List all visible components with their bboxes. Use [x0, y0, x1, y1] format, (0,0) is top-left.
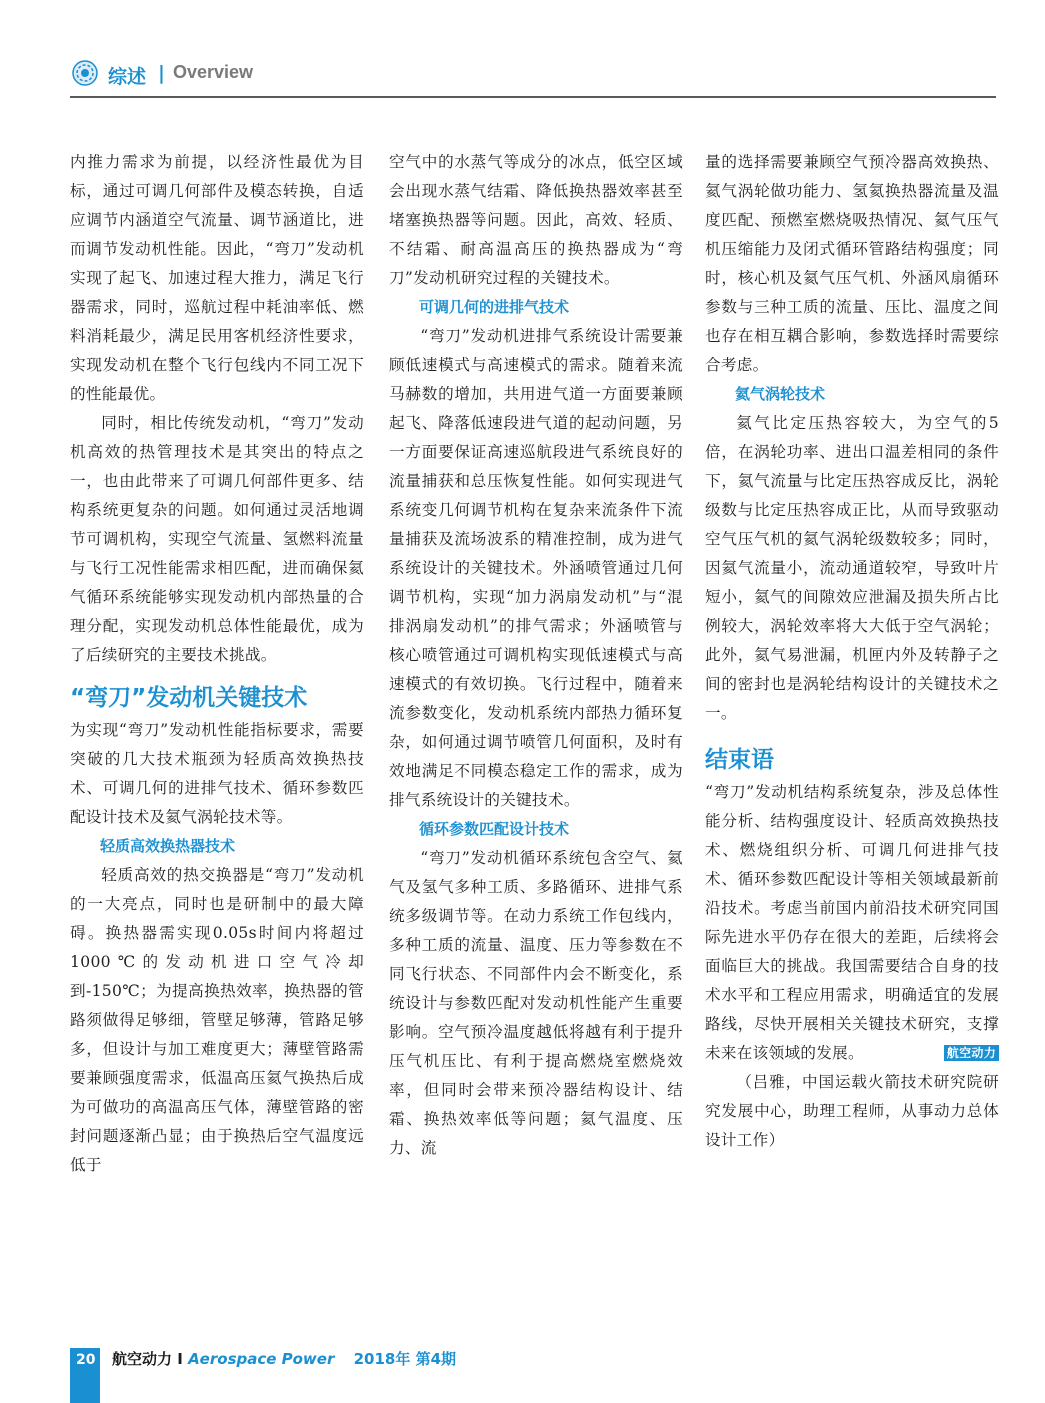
subsection-heading: 氦气涡轮技术 [735, 385, 826, 403]
column-2 [389, 148, 683, 1163]
paragraph-text: “弯刀”发动机结构系统复杂，涉及总体性能分析、结构强度设计、轻质高效换热技术、燃烧组织分析、可调几何进排气技术、循环参数匹配设计等相关领域最新前沿技术。考虑当前国内前沿技术研究同国际先进水平仍存在很大的差距，后续将会面临巨大的挑战。我国需要结合自身的技术水平和工程应用需求，明确适宜的发展路线，尽快开展相关关键技术研究，支撑未来在该领域的发展。 [705, 783, 999, 1062]
paragraph: 量的选择需要兼顾空气预冷器高效换热、氦气涡轮做功能力、氢氦换热器流量及温度匹配、预燃室燃烧吸热情况、氦气压气机压缩能力及闭式循环管路结构强度；同时，核心机及氦气压气机、外涵风扇循环参数与三种工质的流量、压比、温度之间也存在相互耦合影响，参数选择时需要综合考虑。 [705, 153, 999, 374]
column-1 [70, 148, 364, 1180]
footer-journal [112, 1348, 456, 1369]
section-separator: | [158, 62, 165, 84]
journal-issue: 2018年 第4期 [353, 1350, 457, 1368]
paragraph [705, 778, 999, 1068]
section-heading: 结束语 [705, 747, 774, 773]
paragraph: 内推力需求为前提，以经济性最优为目标，通过可调几何部件及模态转换，自适应调节内涵道空气流量、调节涵道比，进而调节发动机性能。因此，“弯刀”发动机实现了起飞、加速过程大推力，满足飞行器需求，同时，巡航过程中耗油率低、燃料消耗最少，满足民用客机经济性要求，实现发动机在整个飞行包线内不同工况下的性能最优。 [70, 153, 364, 403]
author-note: （吕雅，中国运载火箭技术研究院研究发展中心，助理工程师，从事动力总体设计工作） [705, 1073, 999, 1149]
section-heading: “弯刀”发动机关键技术 [70, 685, 308, 711]
paragraph: “弯刀”发动机进排气系统设计需要兼顾低速模式与高速模式的需求。随着来流马赫数的增加，共用进气道一方面要兼顾起飞、降落低速段进气道的起动问题，另一方面要保证高速巡航段进气系统良好的流量捕获和总压恢复性能。如何实现进气系统变几何调节机构在复杂来流条件下流量捕获及流场波系的精准控制，成为进气系统设计的关键技术。外涵喷管通过几何调节机构，实现“加力涡扇发动机”与“混排涡扇发动机”的排气需求；外涵喷管与核心喷管通过可调机构实现低速模式与高速模式的有效切换。飞行过程中，随着来流参数变化，发动机系统内部热力循环复杂，如何通过调节喷管几何面积，及时有效地满足不同模态稳定工作的需求，成为排气系统设计的关键技术。 [389, 327, 683, 809]
column-3 [705, 148, 999, 1155]
section-title-en: Overview [173, 62, 254, 82]
journal-name-cn: 航空动力 [112, 1350, 173, 1368]
page-header [70, 56, 996, 98]
paragraph: 为实现“弯刀”发动机性能指标要求，需要突破的几大技术瓶颈为轻质高效换热技术、可调几何的进排气技术、循环参数匹配设计技术及氦气涡轮技术等。 [70, 721, 364, 826]
paragraph: 同时，相比传统发动机，“弯刀”发动机高效的热管理技术是其突出的特点之一，也由此带来了可调几何部件更多、结构系统更复杂的问题。如何通过灵活地调节可调机构，实现空气流量、氢燃料流量与飞行工况性能需求相匹配，进而确保氦气循环系统能够实现发动机内部热量的合理分配，实现发动机总体性能最优，成为了后续研究的主要技术挑战。 [70, 414, 364, 664]
subsection-heading: 可调几何的进排气技术 [419, 298, 570, 316]
swirl-logo-icon [72, 60, 98, 86]
subsection-heading: 轻质高效换热器技术 [100, 837, 236, 855]
paragraph: 氦气比定压热容较大，为空气的5倍，在涡轮功率、进出口温差相同的条件下，氦气流量与比定压热容成反比，涡轮级数与比定压热容成正比，从而导致驱动空气压气机的氦气涡轮级数较多；同时，因氦气流量小，流动通道较窄，导致叶片短小，氦气的间隙效应泄漏及损失所占比例较大，涡轮效率将大大低于空气涡轮；此外，氦气易泄漏，机匣内外及转静子之间的密封也是涡轮结构设计的关键技术之一。 [705, 414, 999, 722]
subsection-heading: 循环参数匹配设计技术 [419, 820, 570, 838]
end-badge: 航空动力 [944, 1045, 999, 1061]
paragraph: 空气中的水蒸气等成分的冰点，低空区域会出现水蒸气结霜、降低换热器效率甚至堵塞换热器等问题。因此，高效、轻质、不结霜、耐高温高压的换热器成为“弯刀”发动机研究过程的关键技术。 [389, 153, 683, 287]
journal-separator: I [177, 1350, 183, 1368]
paragraph: 轻质高效的热交换器是“弯刀”发动机的一大亮点，同时也是研制中的最大障碍。换热器需实现0.05s时间内将超过1000℃的发动机进口空气冷却到-150℃；为提高换热效率，换热器的管路须做得足够细，管壁足够薄，管路足够多，但设计与加工难度更大；薄壁管路需要兼顾强度需求，低温高压氦气换热后成为可做功的高温高压气体，薄壁管路的密封问题逐渐凸显；由于换热后空气温度远低于 [70, 866, 364, 1174]
paragraph: “弯刀”发动机循环系统包含空气、氦气及氢气多种工质、多路循环、进排气系统多级调节等。在动力系统工作包线内，多种工质的流量、温度、压力等参数在不同飞行状态、不同部件内会不断变化，系统设计与参数匹配对发动机性能产生重要影响。空气预冷温度越低将越有利于提升压气机压比、有利于提高燃烧室燃烧效率，但同时会带来预冷器结构设计、结霜、换热效率低等问题；氦气温度、压力、流 [389, 849, 683, 1157]
journal-name-en: Aerospace Power [188, 1350, 335, 1368]
section-title-cn: 综述 [108, 66, 147, 88]
page-number: 20 [76, 1352, 96, 1368]
